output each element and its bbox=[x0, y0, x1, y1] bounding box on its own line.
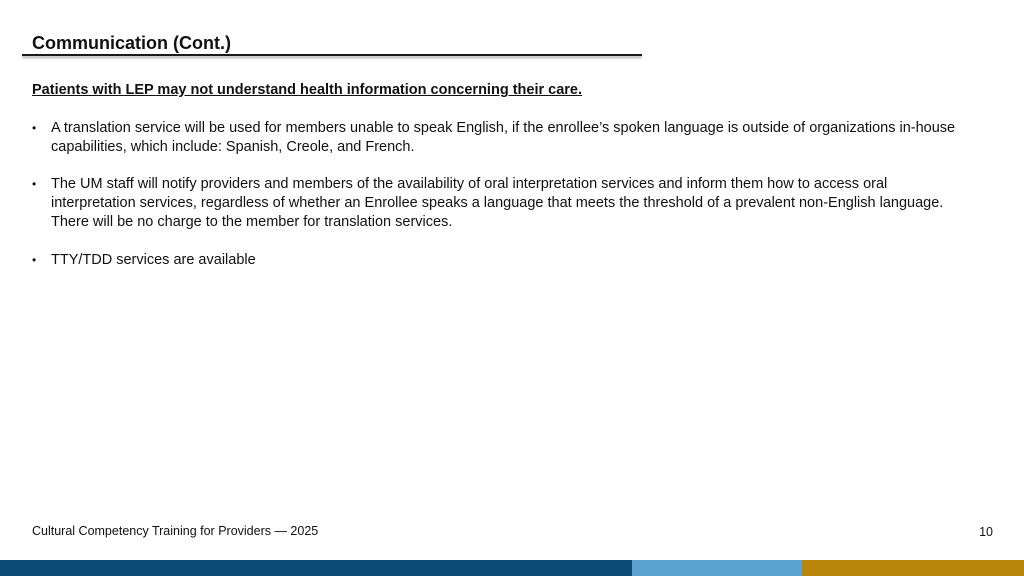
bullet-list bbox=[32, 119, 962, 288]
slide-subheading: Patients with LEP may not understand health information concerning their care. bbox=[32, 82, 583, 98]
bullet-icon: • bbox=[32, 121, 37, 135]
band-segment-gold bbox=[802, 560, 1024, 576]
bullet-icon: • bbox=[32, 177, 37, 192]
bullet-item bbox=[32, 119, 962, 156]
slide-title: Communication (Cont.) bbox=[32, 33, 231, 53]
bullet-text: TTY/TDD services are available bbox=[51, 251, 256, 268]
bullet-text: A translation service will be used for members unable to speak English, if the enrollee’s spoken language is outside of organizations in-house capabilities, which include: Spanish, Creole, and French. bbox=[51, 120, 956, 155]
bottom-color-band bbox=[0, 560, 1024, 576]
bullet-icon: • bbox=[32, 252, 37, 267]
title-underline-rule bbox=[22, 54, 642, 56]
bullet-item bbox=[32, 251, 962, 270]
bullet-text: The UM staff will notify providers and members of the availability of oral interpretation services and inform them how to access oral interpretation services, regardless of whether an Enrollee speaks a language that meets the threshold of a prevalent non-English language. There will be no charge to the member for translation services. bbox=[51, 176, 944, 230]
band-segment-light-blue bbox=[632, 560, 802, 576]
band-segment-dark-blue bbox=[0, 560, 632, 576]
page-number: 10 bbox=[979, 525, 993, 539]
footer-text: Cultural Competency Training for Providers — 2025 bbox=[32, 524, 319, 538]
bullet-item bbox=[32, 175, 962, 231]
